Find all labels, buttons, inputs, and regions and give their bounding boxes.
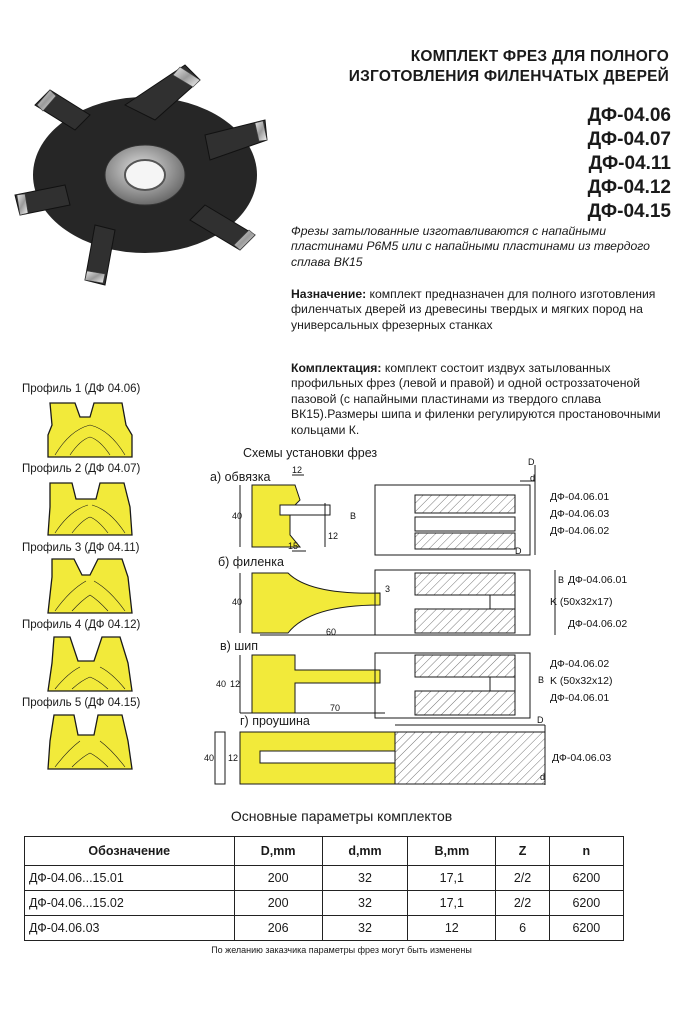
dim-b-60: 60 [326,627,337,637]
dim-b-40: 40 [232,597,243,607]
schemes-title: Схемы установки фрез [243,446,378,460]
table-cell: 32 [322,891,407,916]
table-cell: 6200 [549,866,623,891]
table-cell: 32 [322,866,407,891]
part-a-3: ДФ-04.06.02 [550,525,610,537]
part-b-1: ДФ-04.06.01 [568,574,628,586]
profile-shape-1 [48,403,132,457]
part-c-ring: K (50x32x12) [550,675,613,687]
dim-c-70: 70 [330,703,341,713]
dim-a-d-lower: D [515,546,522,556]
col-header: n [549,837,623,866]
col-header: d,mm [322,837,407,866]
scheme-b-label: б) филенка [218,555,284,569]
table-cell: 206 [234,916,322,941]
dim-c-12: 12 [230,679,241,689]
purpose-text: комплект предназначен для полного изготовления филенчатых дверей из древесины твердых и мягких пород на универсальных фрезерных станках [291,287,656,332]
profile-label-1: Профиль 1 (ДФ 04.06) [22,383,141,395]
col-header: Обозначение [25,837,235,866]
dim-d-small-d: d [540,772,546,782]
product-code: ДФ-04.07 [587,129,671,150]
params-title: Основные параметры комплектов [230,808,453,824]
dim-a-b: B [350,511,357,521]
dim-d-40: 40 [204,753,215,763]
table-cell: ДФ-04.06...15.02 [25,891,235,916]
kit-text: комплект состоит издвух затылованных профильных фрез (левой и правой) и одной остроззаточеной пазовой (с напайными пластинами из твердого сплава ВК15).Размеры шипа и филенки регулируются простановочными кольцами К. [291,361,661,437]
dim-d-d: D [537,715,544,725]
purpose-label: Назначение: [291,287,367,301]
dim-a-small-d: d [530,473,536,483]
dim-c-b: B [538,675,545,685]
kit-label: Комплектация: [291,361,382,375]
dim-a-12-top: 12 [292,465,303,475]
purpose-paragraph [291,287,661,333]
installation-schemes [200,455,640,795]
part-b-2: ДФ-04.06.02 [568,618,628,630]
page-title [269,47,669,87]
table-row [25,916,624,941]
table-row [25,866,624,891]
product-code: ДФ-04.12 [587,177,671,198]
title-line-2: ИЗГОТОВЛЕНИЯ ФИЛЕНЧАТЫХ ДВЕРЕЙ [348,68,669,85]
product-codes [588,104,671,224]
table-header-row [25,837,624,866]
dim-b-b: B [558,575,565,585]
table-cell: 6 [496,916,549,941]
dim-a-d-upper: D [528,457,535,467]
profile-label-3: Профиль 3 (ДФ 04.11) [22,542,140,554]
dim-b-3: 3 [385,584,391,594]
scheme-c-label: в) шип [220,639,259,653]
part-c-1: ДФ-04.06.02 [550,658,610,670]
table-row [25,891,624,916]
profile-shape-2 [48,483,132,535]
table-cell: 200 [234,891,322,916]
footnote: По желанию заказчика параметры фрез могут быть изменены [211,945,472,955]
scheme-d-label: г) проушина [240,714,310,728]
dim-c-40: 40 [216,679,227,689]
part-a-2: ДФ-04.06.03 [550,508,610,520]
table-cell: 6200 [549,891,623,916]
scheme-a-label: а) обвязка [210,470,271,484]
col-header: D,mm [234,837,322,866]
table-cell: 200 [234,866,322,891]
table-cell: ДФ-04.06.03 [25,916,235,941]
dim-a-15: 15 [288,541,299,551]
part-d-1: ДФ-04.06.03 [552,752,612,764]
dim-a-40: 40 [232,511,243,521]
table-cell: 2/2 [496,891,549,916]
kit-paragraph [291,361,661,438]
profile-label-5: Профиль 5 (ДФ 04.15) [22,697,141,709]
table-cell: 2/2 [496,866,549,891]
dim-d-12: 12 [228,753,239,763]
col-header: Z [496,837,549,866]
profiles-drawings [40,395,140,785]
profile-label-4: Профиль 4 (ДФ 04.12) [22,619,141,631]
params-table [24,836,624,941]
table-cell: 17,1 [408,891,496,916]
product-code: ДФ-04.15 [587,201,671,222]
table-cell: 17,1 [408,866,496,891]
col-header: B,mm [408,837,496,866]
table-cell: ДФ-04.06...15.01 [25,866,235,891]
product-code: ДФ-04.06 [587,105,671,126]
cutter-photo [10,60,280,290]
part-b-ring: K (50x32x17) [550,596,613,608]
table-cell: 32 [322,916,407,941]
intro-paragraph: Фрезы затылованные изготавливаются с напайными пластинами Р6М5 или с напайными пластинами из твердого сплава ВК15 [291,224,650,269]
profile-shape-5 [48,715,132,769]
part-c-2: ДФ-04.06.01 [550,692,610,704]
dim-a-12: 12 [328,531,339,541]
table-cell: 12 [408,916,496,941]
part-a-1: ДФ-04.06.01 [550,491,610,503]
title-line-1: КОМПЛЕКТ ФРЕЗ ДЛЯ ПОЛНОГО [410,48,669,65]
product-code: ДФ-04.11 [588,153,671,174]
table-cell: 6200 [549,916,623,941]
profile-label-2: Профиль 2 (ДФ 04.07) [22,463,141,475]
profile-shape-3 [48,559,132,613]
